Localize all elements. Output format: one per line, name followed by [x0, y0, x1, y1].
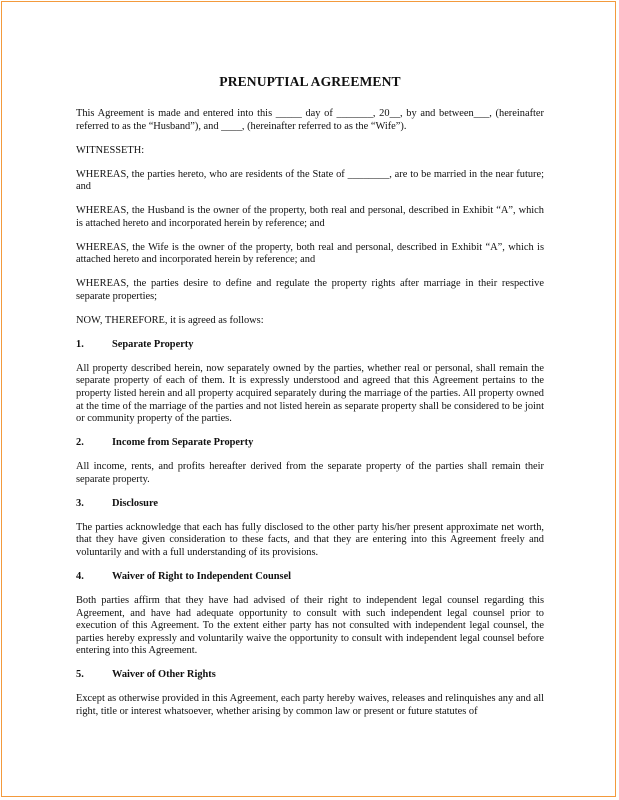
- section-heading-income: [76, 437, 544, 450]
- section-number: 1.: [76, 338, 84, 350]
- intro-paragraph: This Agreement is made and entered into this _____ day of _______, 20__, by and between___, (hereinafter referred to as the “Husband”), and ____, (hereinafter referred to as the “Wife”).: [76, 108, 544, 132]
- section-heading-other-rights: [76, 669, 544, 682]
- whereas-clause-husband-property: WHEREAS, the Husband is the owner of the property, both real and personal, described in Exhibit “A”, which is attached hereto and incorporated herein by reference; and: [76, 205, 544, 229]
- section-body-separate-property: All property described herein, now separately owned by the parties, whether real or personal, shall remain the separate property of each of them. It is expressly understood and agreed that this Agreement pertains to the property listed herein and all property acquired separately during the marriage of the parties. All property owned at the time of the marriage of the parties and not listed herein as separate property shall be considered to be joint or community property of the parties.: [76, 362, 544, 425]
- document-body: [76, 74, 544, 730]
- document-title: PRENUPTIAL AGREEMENT: [219, 74, 401, 89]
- section-body-other-rights: Except as otherwise provided in this Agreement, each party hereby waives, releases and relinquishes any and all right, title or interest whatsoever, whether arising by common law or present or future statutes of: [76, 693, 544, 717]
- section-body-income: All income, rents, and profits hereafter derived from the separate property of the parties shall remain their separate property.: [76, 461, 544, 485]
- whereas-clause-define-rights: WHEREAS, the parties desire to define and regulate the property rights after marriage in their respective separate properties;: [76, 278, 544, 302]
- now-therefore-clause: NOW, THEREFORE, it is agreed as follows:: [76, 314, 264, 326]
- section-heading-disclosure: [76, 498, 544, 511]
- section-heading-counsel-waiver: [76, 571, 544, 584]
- section-title: Waiver of Right to Independent Counsel: [112, 570, 292, 582]
- section-title: Income from Separate Property: [112, 437, 254, 449]
- section-title: Separate Property: [112, 338, 194, 350]
- section-number: 3.: [76, 497, 84, 509]
- section-body-counsel-waiver: Both parties affirm that they have had advised of their right to independent legal counsel regarding this Agreement, and have had adequate opportunity to consult with such independent legal counsel prior to execution of this Agreement. To the extent either party has not consulted with independent legal counsel, the parties hereby expressly and voluntarily waive the opportunity to consult with independent legal counsel before entering into this Agreement.: [76, 594, 544, 657]
- whereas-clause-residency: WHEREAS, the parties hereto, who are residents of the State of ________, are to be married in the near future; and: [76, 168, 544, 193]
- section-body-disclosure: The parties acknowledge that each has fully disclosed to the other party his/her present approximate net worth, that they have given consideration to these facts, and that they are entering into this Agreement freely and voluntarily and with a full understanding of its provisions.: [76, 521, 544, 558]
- section-number: 4.: [76, 570, 84, 582]
- witnesseth-label: WITNESSETH:: [76, 144, 145, 156]
- section-title: Waiver of Other Rights: [112, 669, 216, 681]
- section-number: 5.: [76, 669, 84, 681]
- section-heading-separate-property: [76, 339, 544, 352]
- section-number: 2.: [76, 437, 84, 449]
- whereas-clause-wife-property: WHEREAS, the Wife is the owner of the property, both real and personal, described in Exhibit “A”, which is attached hereto and incorporated herein by reference; and: [76, 241, 544, 266]
- section-title: Disclosure: [112, 497, 158, 509]
